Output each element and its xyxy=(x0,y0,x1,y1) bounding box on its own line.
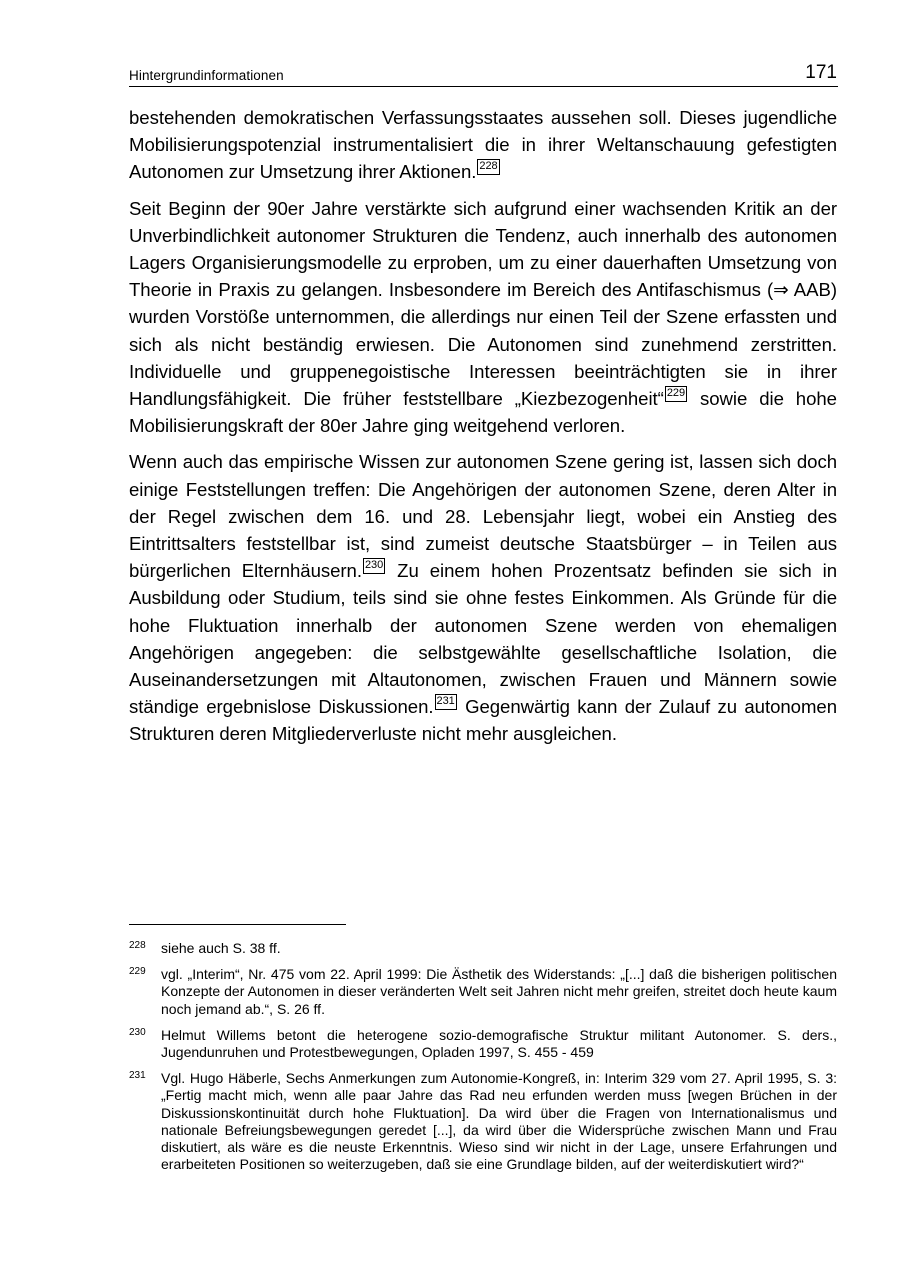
paragraph-2 xyxy=(129,195,837,440)
footnote-ref-228[interactable]: 228 xyxy=(477,159,499,175)
paragraph-1-text: bestehenden demokratischen Verfassungsstaates aussehen soll. Dieses jugendliche Mobilisierungspotenzial instrumentalisiert die in ihrer Weltanschauung gefestigten Autonomen zur Umsetzung ihrer Aktionen. xyxy=(129,107,837,183)
footnote-ref-230[interactable]: 230 xyxy=(363,558,385,574)
footnote-text: vgl. „Interim“, Nr. 475 vom 22. April 1999: Die Ästhetik des Widerstands: „[...] daß die bisherigen politischen Konzepte der Autonomen in dieser veränderten Welt seit Jahren nicht mehr greifen, streitet doch heute kaum noch jemand ab.“, S. 26 ff. xyxy=(161,966,837,1017)
footnote-number: 231 xyxy=(129,1070,146,1082)
footnote-separator xyxy=(129,924,346,925)
paragraph-2-text-a: Seit Beginn der 90er Jahre verstärkte sich aufgrund einer wachsenden Kritik an der Unverbindlichkeit autonomer Strukturen die Tendenz, auch innerhalb des autonomen Lagers Organisierungsmodelle zu erproben, um zu einer dauerhaften Umsetzung von Theorie in Praxis zu gelangen. Insbesondere im Bereich des Antifaschismus (⇒ AAB) wurden Vorstöße unternommen, die allerdings nur einen Teil der Szene erfassten und sich als nicht beständig erwiesen. Die Autonomen sind zunehmend zerstritten. Individuelle und gruppenegoistische Interessen beeinträchtigten sie in ihrer Handlungsfähigkeit. Die früher feststellbare „Kiezbezogenheit“ xyxy=(129,197,837,410)
footnote-ref-229[interactable]: 229 xyxy=(665,386,687,402)
paragraph-1 xyxy=(129,104,837,186)
footnote-number: 229 xyxy=(129,966,146,978)
footnote-228 xyxy=(129,940,837,957)
footnote-number: 230 xyxy=(129,1026,146,1038)
paragraph-3-text-c: Gegenwärtig kann der Zulauf zu autonomen Strukturen deren Mitgliederverluste nicht mehr ausgleichen. xyxy=(129,696,837,745)
footnote-number: 228 xyxy=(129,940,146,951)
paragraph-3-text-a: Wenn auch das empirische Wissen zur autonomen Szene gering ist, lassen sich doch einige Feststellungen treffen: Die Angehörigen der autonomen Szene, deren Alter in der Regel zwischen dem 16. und 28. Lebensjahr liegt, wobei ein Anstieg des Eintrittsalters feststellbar ist, sind zumeist deutsche Staatsbürger – in Teilen aus bürgerlichen Elternhäusern. xyxy=(129,451,837,582)
running-title: Hintergrundinformationen xyxy=(129,68,284,83)
footnote-231 xyxy=(129,1070,837,1173)
paragraph-3-text-b: Zu einem hohen Prozentsatz befinden sie sich in Ausbildung oder Studium, teils sind sie ohne festes Einkommen. Als Gründe für die hohe Fluktuation innerhalb der autonomen Szene werden von ehemaligen Angehörigen angegeben: die selbstgewählte gesellschaftliche Isolation, die Auseinandersetzungen mit Altautonomen, zwischen Frauen und Männern sowie ständige ergebnislose Diskussionen. xyxy=(129,560,838,718)
footnote-text: Helmut Willems betont die heterogene sozio-demografische Struktur militant Autonomer. S. ders., Jugendunruhen und Protestbewegungen, Opladen 1997, S. 455 - 459 xyxy=(161,1026,837,1061)
footnote-text: Vgl. Hugo Häberle, Sechs Anmerkungen zum Autonomie-Kongreß, in: Interim 329 vom 27. April 1995, S. 3: „Fertig macht mich, wenn alle paar Jahre das Rad neu erfunden werden muss [wegen Brüchen in der Diskussionskontinuität durch hohe Fluktuation]. Da wird über die Fragen von Internationalismus und nationale Befreiungsbewegungen geredet [...], da wird über die Widersprüche zwischen Mann und Frau diskutiert, als wäre es die neuste Erkenntnis. Wieso sind wir nicht in der Lage, unsere Erfahrungen und erarbeiteten Positionen so weiterzugeben, daß sie eine Grundlage bilden, auf der weiterdiskutiert wird?“ xyxy=(161,1070,837,1173)
body-text xyxy=(129,104,837,757)
footnotes xyxy=(129,940,837,1182)
footnote-230 xyxy=(129,1027,837,1061)
footnote-ref-231[interactable]: 231 xyxy=(435,694,457,710)
footnote-text: siehe auch S. 38 ff. xyxy=(161,940,281,956)
footnote-229 xyxy=(129,966,837,1018)
paragraph-2-text-b: sowie die hohe Mobilisierungskraft der 80er Jahre ging weitgehend verloren. xyxy=(129,388,837,437)
page-number: 171 xyxy=(805,62,837,83)
page-header xyxy=(129,60,838,87)
paragraph-3 xyxy=(129,448,837,747)
